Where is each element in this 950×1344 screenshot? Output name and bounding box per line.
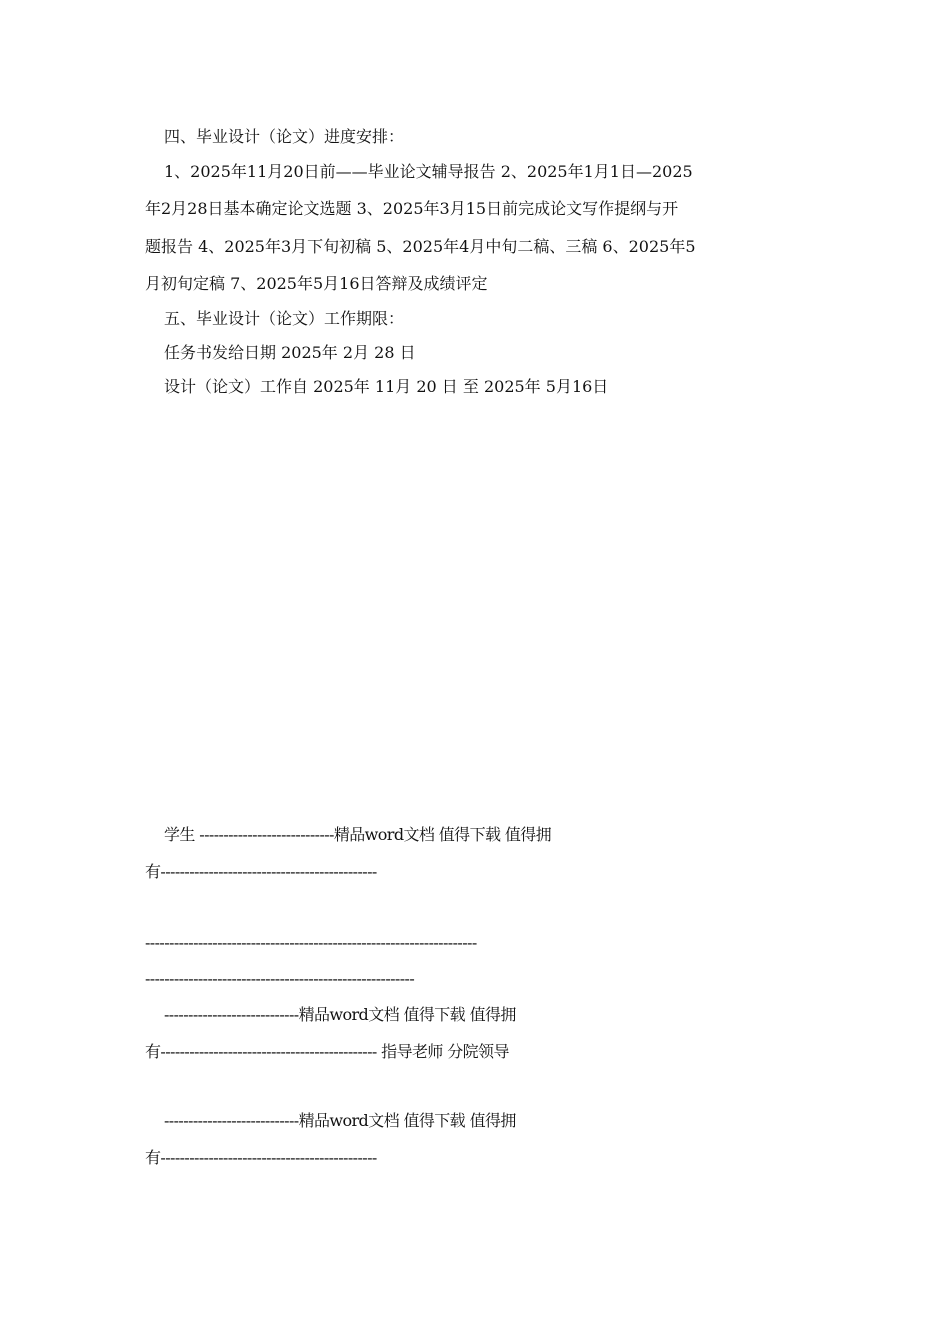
work-period-line: 设计（论文）工作自 2025年 11月 20 日 至 2025年 5月16日 [164,377,609,396]
schedule-line-3: 题报告 4、2025年3月下旬初稿 5、2025年4月中旬二稿、三稿 6、2025年5 [145,237,696,256]
footer-block2-line1: ----------------------------精品word文档 值得下载 值得拥 [164,1005,516,1024]
schedule-line-4: 月初旬定稿 7、2025年5月16日答辩及成绩评定 [145,274,488,293]
schedule-line-1: 1、2025年11月20日前——毕业论文辅导报告 2、2025年1月1日—2025 [164,162,693,181]
footer-student-line: 学生 ----------------------------精品word文档 值得下载 值得拥 [164,825,552,844]
footer-block3-line1: ----------------------------精品word文档 值得下载 值得拥 [164,1111,516,1130]
schedule-line-2: 年2月28日基本确定论文选题 3、2025年3月15日前完成论文写作提纲与开 [145,199,679,218]
footer-signature-line: 有--------------------------------------------- 指导老师 分院领导 [145,1042,509,1061]
footer-block3-line2: 有--------------------------------------------- [145,1148,377,1167]
section-5-heading: 五、毕业设计（论文）工作期限： [164,309,405,328]
separator-line-2: -------------------------------------------------------- [145,969,415,988]
footer-line-2: 有--------------------------------------------- [145,862,377,881]
separator-line-1: --------------------------------------------------------------------- [145,933,477,952]
issue-date-line: 任务书发给日期 2025年 2月 28 日 [164,343,416,362]
section-4-heading: 四、毕业设计（论文）进度安排： [164,127,405,146]
